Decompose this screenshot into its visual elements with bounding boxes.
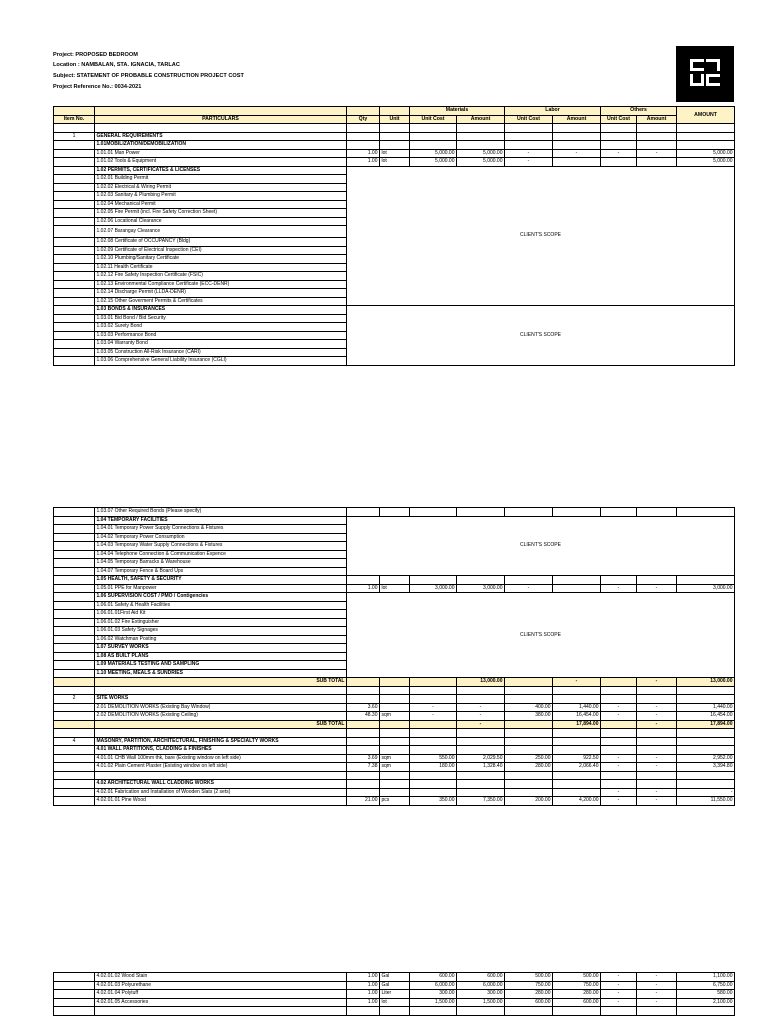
- row-material-unit-cost: 5,000.00: [410, 158, 457, 167]
- subtotal-materials: -: [457, 720, 505, 729]
- row-total-amount: 5,000.00: [677, 158, 735, 167]
- row-total-amount: 1,100.00: [677, 973, 735, 982]
- clients-scope-label: CLIENT'S SCOPE: [347, 166, 735, 306]
- row-description: 4.01.02 Plain Cement Plaster (Existing window on left side): [95, 763, 347, 772]
- table-row: [54, 754, 735, 763]
- row-unit: lot: [380, 158, 410, 167]
- row-qty: 1.00: [347, 149, 380, 158]
- list-item-label: 1.02.04 Mechanical Permit: [95, 200, 347, 209]
- labor-header: Labor: [505, 107, 601, 116]
- list-item-label: 1.02.14 Discharge Permit (LLDA-DENR): [95, 289, 347, 298]
- list-item-label: 1.02.05 Fire Permit (incl. Fire Safety Correction Sheet): [95, 209, 347, 218]
- subsection-row: [54, 576, 735, 585]
- row-others-unit-cost: -: [601, 973, 637, 982]
- subtotal-row: [54, 678, 735, 687]
- row-qty: 1.00: [347, 990, 380, 999]
- unit-cost-header: Unit Cost: [505, 115, 553, 124]
- row-others-unit-cost: -: [601, 981, 637, 990]
- row-labor-amount: -: [553, 149, 601, 158]
- row-unit: Gal: [380, 973, 410, 982]
- row-others-unit-cost: -: [601, 797, 637, 806]
- clients-scope-label: CLIENT'S SCOPE: [347, 593, 735, 678]
- row-others-amount: -: [637, 712, 677, 721]
- subsection-title: 1.07 SURVEY WORKS: [95, 644, 347, 653]
- blank-header: [54, 107, 95, 116]
- row-description: 4.02.01.04 Polytuff: [95, 990, 347, 999]
- row-others-unit-cost: [601, 158, 637, 167]
- list-item-label: 1.02.08 Certificate of OCCUPANCY (Bldg): [95, 238, 347, 247]
- row-material-amount: 7,350.00: [457, 797, 505, 806]
- row-material-unit-cost: 550.00: [410, 754, 457, 763]
- amount-header: Amount: [457, 115, 505, 124]
- row-total-amount: 16,454.00: [677, 712, 735, 721]
- row-others-unit-cost: -: [601, 149, 637, 158]
- table-row: [54, 788, 735, 797]
- row-total-amount: 580.00: [677, 990, 735, 999]
- row-others-amount: [637, 158, 677, 167]
- item-number: 2: [54, 695, 95, 704]
- list-item-label: 1.04.03 Temporary Water Supply Connections & Fixtures: [95, 542, 347, 551]
- list-item-label: 1.03.07 Other Required Bonds (Please specify): [95, 508, 347, 517]
- row-qty: 1.00: [347, 973, 380, 982]
- subsection-row: [54, 306, 735, 315]
- row-total-amount: 2,952.00: [677, 754, 735, 763]
- row-description: 4.02.01.05 Accessories: [95, 998, 347, 1007]
- row-total-amount: 5,000.00: [677, 149, 735, 158]
- row-qty: 21.00: [347, 797, 380, 806]
- subsection-row: [54, 593, 735, 602]
- list-item-label: 1.06.02 Watchman Posting: [95, 635, 347, 644]
- row-unit: Liter: [380, 990, 410, 999]
- row-qty: 3.60: [347, 703, 380, 712]
- qty-header: Qty: [347, 115, 380, 124]
- row-others-unit-cost: -: [601, 754, 637, 763]
- subtotal-label: SUB TOTAL: [95, 678, 347, 687]
- blank-header: [95, 107, 347, 116]
- subsection-title: 1.08 AS BUILT PLANS: [95, 652, 347, 661]
- materials-header: Materials: [410, 107, 505, 116]
- list-item-label: 1.04.05 Temporary Barracks & Warehouse: [95, 559, 347, 568]
- row-material-unit-cost: 350.00: [410, 797, 457, 806]
- row-unit: sqm: [380, 754, 410, 763]
- project-reference: Project Reference No.: 0034-2021: [53, 84, 142, 90]
- row-unit: [380, 703, 410, 712]
- clients-scope-label: CLIENT'S SCOPE: [347, 306, 735, 366]
- row-qty: 3.69: [347, 754, 380, 763]
- table-row: [54, 990, 735, 999]
- row-labor-unit-cost: 750.00: [505, 981, 553, 990]
- row-others-amount: -: [637, 584, 677, 593]
- cost-table-page-1: [53, 106, 735, 366]
- section-row: [54, 737, 735, 746]
- cost-table-page-3: [53, 972, 735, 1016]
- subtotal-total: 13,000.00: [677, 678, 735, 687]
- table-row: [54, 149, 735, 158]
- table-row: [54, 973, 735, 982]
- row-labor-amount: 750.00: [553, 981, 601, 990]
- row-labor-amount: 922.50: [553, 754, 601, 763]
- list-item-label: 1.02.09 Certificate of Electrical Inspection (CEI): [95, 246, 347, 255]
- project-subject: Subject: STATEMENT OF PROBABLE CONSTRUCTION PROJECT COST: [53, 73, 244, 79]
- unit-header: Unit: [380, 115, 410, 124]
- row-labor-unit-cost: 500.00: [505, 973, 553, 982]
- subtotal-labor: -: [553, 678, 601, 687]
- table-row: [54, 998, 735, 1007]
- list-item-label: 1.04.07 Temporary Fence & Board Ups: [95, 567, 347, 576]
- row-labor-amount: 1,440.00: [553, 703, 601, 712]
- row-others-unit-cost: -: [601, 998, 637, 1007]
- table-row: [54, 584, 735, 593]
- row-material-unit-cost: -: [410, 712, 457, 721]
- row-unit: sqm: [380, 712, 410, 721]
- list-item-label: 1.02.06 Locational Clearance: [95, 217, 347, 226]
- spacer-row: [54, 124, 735, 133]
- blank-header: [347, 107, 380, 116]
- row-material-amount: 5,000.00: [457, 158, 505, 167]
- subtotal-total: 17,894.00: [677, 720, 735, 729]
- list-item-label: 1.04.04 Telephone Connection & Communication Expence: [95, 550, 347, 559]
- row-unit: lot: [380, 149, 410, 158]
- row-qty: 1.00: [347, 584, 380, 593]
- row-labor-unit-cost: 400.00: [505, 703, 553, 712]
- list-item-label: 1.02.11 Health Certificate: [95, 263, 347, 272]
- list-item-label: 1.04.02 Temporary Power Consumption: [95, 533, 347, 542]
- row-others-unit-cost: -: [601, 712, 637, 721]
- section-title: GENERAL REQUIREMENTS: [95, 132, 347, 141]
- subsection-row: [54, 516, 735, 525]
- table-row: [54, 712, 735, 721]
- row-others-unit-cost: -: [601, 763, 637, 772]
- row-labor-unit-cost: 200.00: [505, 797, 553, 806]
- section-title: MASONRY, PARTITION, ARCHITECTURAL, FINISHING & SPECIALTY WORKS: [95, 737, 347, 746]
- row-labor-unit-cost: -: [505, 158, 553, 167]
- row-labor-amount: [553, 158, 601, 167]
- row-material-unit-cost: -: [410, 703, 457, 712]
- list-item-label: 1.02.03 Sanitary & Plumbing Permit: [95, 192, 347, 201]
- row-description: 2.02 DEMOLITION WORKS (Existing Ceiling): [95, 712, 347, 721]
- row-material-amount: 2,029.50: [457, 754, 505, 763]
- total-amount-header: AMOUNT: [677, 107, 735, 124]
- subtotal-materials: 13,000.00: [457, 678, 505, 687]
- list-item-label: 1.03.03 Performance Bond: [95, 331, 347, 340]
- row-unit: Gal: [380, 981, 410, 990]
- subsection-title: 4.01 WALL PARTITIONS, CLADDING & FINISHES: [95, 746, 347, 755]
- row-description: 1.05.01 PPE for Manpower: [95, 584, 347, 593]
- row-material-amount: 6,000.00: [457, 981, 505, 990]
- row-others-amount: -: [637, 149, 677, 158]
- subsection-title: 1.02 PERMITS, CERTIFICATES & LICENSES: [95, 166, 347, 175]
- table-row: [54, 797, 735, 806]
- row-unit: sqm: [380, 763, 410, 772]
- blank-header: [380, 107, 410, 116]
- spacer-row: [54, 771, 735, 780]
- list-item-label: 1.06.01.01First Aid Kit: [95, 610, 347, 619]
- row-material-amount: 300.00: [457, 990, 505, 999]
- table-row: [54, 703, 735, 712]
- row-material-unit-cost: 3,000.00: [410, 584, 457, 593]
- row-total-amount: -: [677, 788, 735, 797]
- list-item-label: 1.03.04 Warranty Bond: [95, 340, 347, 349]
- row-total-amount: 3,394.80: [677, 763, 735, 772]
- item-number: 1: [54, 132, 95, 141]
- row-material-unit-cost: 300.00: [410, 990, 457, 999]
- row-labor-unit-cost: -: [505, 149, 553, 158]
- list-item-label: 1.02.02 Electrical & Wiring Permit: [95, 183, 347, 192]
- row-labor-unit-cost: 250.00: [505, 754, 553, 763]
- unit-cost-header: Unit Cost: [601, 115, 637, 124]
- row-total-amount: 11,550.00: [677, 797, 735, 806]
- company-logo: [676, 46, 734, 102]
- subtotal-labor: 17,894.00: [553, 720, 601, 729]
- row-unit: lot: [380, 584, 410, 593]
- header-row-top: [54, 107, 735, 116]
- row-others-amount: -: [637, 763, 677, 772]
- row-others-amount: -: [637, 998, 677, 1007]
- row-others-unit-cost: -: [601, 703, 637, 712]
- subsection-row: [54, 141, 735, 150]
- project-location: Location : NAMBALAN, STA. IGNACIA, TARLAC: [53, 62, 180, 68]
- row-others-amount: -: [637, 981, 677, 990]
- list-item-label: 1.06.01.02 Fire Extinguisher: [95, 618, 347, 627]
- row-description: 4.02.01.03 Polyurethane: [95, 981, 347, 990]
- row-qty: 1.00: [347, 998, 380, 1007]
- row-labor-amount: 2,066.40: [553, 763, 601, 772]
- list-item-label: 1.02.12 Fire Safety Inspection Certificate (FSIC): [95, 272, 347, 281]
- spacer-row: [54, 1007, 735, 1016]
- subsection-title: 4.02 ARCHITECTURAL WALL CLADDING WORKS: [95, 780, 347, 789]
- subsection-title: 1.03 BONDS & INSURANCES: [95, 306, 347, 315]
- row-others-amount: -: [637, 754, 677, 763]
- item-number: 4: [54, 737, 95, 746]
- row-others-amount: -: [637, 990, 677, 999]
- row-labor-amount: 16,454.00: [553, 712, 601, 721]
- spacer-row: [54, 729, 735, 738]
- project-title: Project: PROPOSED BEDROOM: [53, 52, 138, 58]
- table-row: [54, 763, 735, 772]
- subsection-title: 1.10 MEETING, MEALS & SUNDRIES: [95, 669, 347, 678]
- row-qty: 7.38: [347, 763, 380, 772]
- list-item-label: 1.03.02 Surety Bond: [95, 323, 347, 332]
- particulars-header: PARTICULARS: [95, 115, 347, 124]
- row-labor-unit-cost: 280.00: [505, 763, 553, 772]
- row-description: 4.02.01.02 Wood Stain: [95, 973, 347, 982]
- row-description: 1.01.01 Man Power: [95, 149, 347, 158]
- row-total-amount: 1,440.00: [677, 703, 735, 712]
- row-total-amount: 3,000.00: [677, 584, 735, 593]
- row-others-amount: -: [637, 973, 677, 982]
- row-labor-amount: [553, 584, 601, 593]
- row-others-amount: -: [637, 788, 677, 797]
- spacer-row: [54, 686, 735, 695]
- row-description: 4.02.01.01 Pine Wood: [95, 797, 347, 806]
- row-labor-amount: 280.00: [553, 990, 601, 999]
- item-no-header: Item No.: [54, 115, 95, 124]
- list-item-label: 1.03.05 Construction All-Risk Insurance (CARI): [95, 348, 347, 357]
- row-labor-unit-cost: 280.00: [505, 990, 553, 999]
- row-labor-amount: 600.00: [553, 998, 601, 1007]
- subtotal-others: -: [637, 720, 677, 729]
- row-labor-unit-cost: 380.00: [505, 712, 553, 721]
- list-item-label: 1.02.01 Building Permit: [95, 175, 347, 184]
- row-material-amount: -: [457, 712, 505, 721]
- list-item-label: 1.02.07 Barangay Clearance: [95, 226, 347, 238]
- row-labor-amount: 500.00: [553, 973, 601, 982]
- section-row: [54, 695, 735, 704]
- amount-header: Amount: [553, 115, 601, 124]
- clients-scope-label: CLIENT'S SCOPE: [347, 516, 735, 576]
- list-item-label: 1.06.01 Safety & Health Facilities: [95, 601, 347, 610]
- row-material-amount: 3,000.00: [457, 584, 505, 593]
- list-item-label: 1.02.13 Environmental Compliance Certificate (ECC-DENR): [95, 280, 347, 289]
- others-header: Others: [601, 107, 677, 116]
- header-row-bottom: [54, 115, 735, 124]
- row-unit: lot: [380, 998, 410, 1007]
- row-others-amount: -: [637, 703, 677, 712]
- row-material-unit-cost: 6,000.00: [410, 981, 457, 990]
- row-material-amount: 600.00: [457, 973, 505, 982]
- row-others-unit-cost: -: [601, 584, 637, 593]
- list-item-label: 1.04.01 Temporary Power Supply Connections & Fixtures: [95, 525, 347, 534]
- list-item-label: 1.03.01 Bid Bond / Bid Security: [95, 314, 347, 323]
- row-material-unit-cost: 5,000.00: [410, 149, 457, 158]
- section-title: SITE WORKS: [95, 695, 347, 704]
- row-description: 2.01 DEMOLITION WORKS (Existing Bay Window): [95, 703, 347, 712]
- cost-table-page-2: [53, 507, 735, 806]
- row-material-unit-cost: 180.00: [410, 763, 457, 772]
- table-row: [54, 158, 735, 167]
- row-total-amount: 6,750.00: [677, 981, 735, 990]
- row-others-unit-cost: -: [601, 788, 637, 797]
- row-labor-amount: 4,200.00: [553, 797, 601, 806]
- row-others-amount: -: [637, 797, 677, 806]
- list-item: [54, 508, 735, 517]
- row-qty: 1.00: [347, 981, 380, 990]
- list-item-label: 1.02.15 Other Goverment Permits & Certificates: [95, 297, 347, 306]
- subtotal-others: -: [637, 678, 677, 687]
- unit-cost-header: Unit Cost: [410, 115, 457, 124]
- table-row: [54, 981, 735, 990]
- row-material-amount: 1,500.00: [457, 998, 505, 1007]
- subsection-title: 1.05 HEALTH, SAFETY & SECURITY: [95, 576, 347, 585]
- subsection-row: [54, 746, 735, 755]
- row-description: 1.01.02 Tools & Equipment: [95, 158, 347, 167]
- list-item-label: 1.06.01.03 Safety Signages: [95, 627, 347, 636]
- subsection-title: 1.09 MATERIALS TESTING AND SAMPLING: [95, 661, 347, 670]
- row-material-amount: 5,000.00: [457, 149, 505, 158]
- row-material-amount: 1,328.40: [457, 763, 505, 772]
- row-others-unit-cost: -: [601, 990, 637, 999]
- amount-header: Amount: [637, 115, 677, 124]
- section-row: [54, 132, 735, 141]
- row-material-unit-cost: 1,500.00: [410, 998, 457, 1007]
- row-labor-unit-cost: 600.00: [505, 998, 553, 1007]
- row-qty: 48.30: [347, 712, 380, 721]
- subsection-title: 1.04 TEMPORARY FACILITIES: [95, 516, 347, 525]
- subsection-title: 1.01MOBILIZATION/DEMOBILIZATION: [95, 141, 347, 150]
- subsection-row: [54, 780, 735, 789]
- row-labor-unit-cost: -: [505, 584, 553, 593]
- subsection-title: 1.06 SUPERVISION COST / PMO / Contigencies: [95, 593, 347, 602]
- row-material-amount: -: [457, 703, 505, 712]
- subsection-row: [54, 166, 735, 175]
- row-description: 4.01.01 CHB Wall 100mm thk, bare (Existing window on left side): [95, 754, 347, 763]
- list-item-label: 1.02.10 Plumbing/Sanitary Certificate: [95, 255, 347, 264]
- row-total-amount: 2,100.00: [677, 998, 735, 1007]
- row-material-unit-cost: 600.00: [410, 973, 457, 982]
- row-qty: 1.00: [347, 158, 380, 167]
- subtotal-label: SUB TOTAL: [95, 720, 347, 729]
- row-description: 4.02.01 Fabrication and Installation of Wooden Slats (2 sets): [95, 788, 347, 797]
- row-unit: pcs: [380, 797, 410, 806]
- list-item-label: 1.03.06 Comprehensive General Liability Insurance (CGLI): [95, 357, 347, 366]
- subtotal-row: [54, 720, 735, 729]
